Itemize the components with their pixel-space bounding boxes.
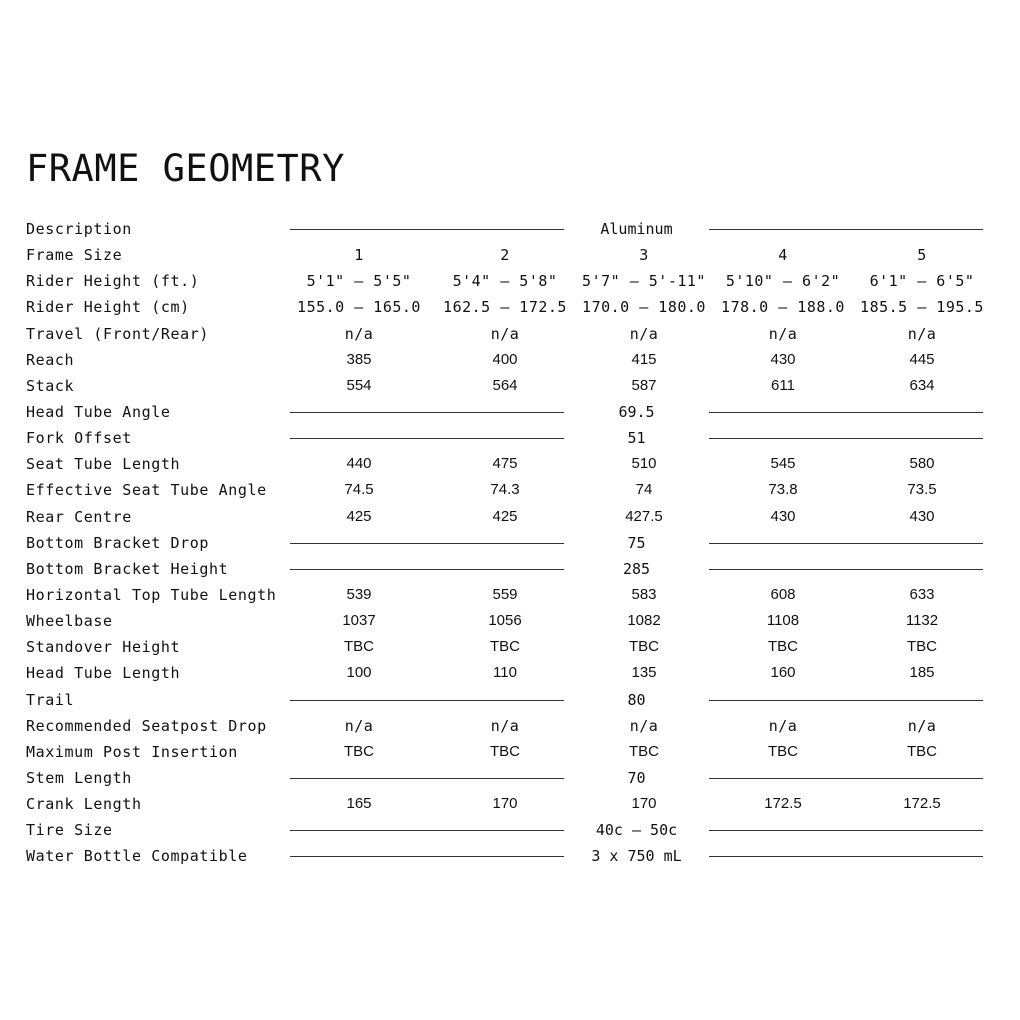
row-label: Bottom Bracket Height xyxy=(26,559,229,578)
cell-size-3: 170 xyxy=(631,795,657,813)
row-label: Trail xyxy=(26,690,75,709)
span-divider-left xyxy=(290,778,564,779)
cell-size-2: 162.5 – 172.5 xyxy=(443,298,567,317)
table-row xyxy=(26,530,986,556)
cell-size-4: TBC xyxy=(768,742,798,760)
row-label: Bottom Bracket Drop xyxy=(26,533,209,552)
cell-size-3: 583 xyxy=(631,585,657,603)
cell-size-2: 2 xyxy=(500,246,510,265)
table-row xyxy=(26,373,986,399)
row-label: Frame Size xyxy=(26,246,123,265)
cell-size-4: 430 xyxy=(770,507,796,525)
row-label: Travel (Front/Rear) xyxy=(26,324,209,343)
cell-size-1: 425 xyxy=(346,507,372,525)
cell-size-1: 385 xyxy=(346,350,372,368)
row-label: Tire Size xyxy=(26,821,113,840)
geometry-table xyxy=(26,216,986,870)
cell-size-1: TBC xyxy=(344,742,374,760)
cell-size-3: 170.0 – 180.0 xyxy=(582,298,706,317)
cell-size-5: 6'1" – 6'5" xyxy=(869,272,975,291)
table-row xyxy=(26,451,986,477)
span-value: 75 xyxy=(627,533,646,552)
cell-size-2: 564 xyxy=(492,376,518,394)
table-row xyxy=(26,608,986,634)
cell-size-5: n/a xyxy=(907,716,937,735)
row-label: Head Tube Length xyxy=(26,664,181,683)
cell-size-5: TBC xyxy=(907,742,937,760)
cell-size-1: 539 xyxy=(346,585,372,603)
cell-size-2: TBC xyxy=(490,742,520,760)
span-divider-left xyxy=(290,438,564,439)
table-row xyxy=(26,242,986,268)
span-divider-right xyxy=(709,229,983,230)
cell-size-2: TBC xyxy=(490,638,520,656)
cell-size-2: 110 xyxy=(493,664,517,682)
row-label: Rider Height (cm) xyxy=(26,298,190,317)
cell-size-5: 5 xyxy=(917,246,927,265)
cell-size-5: 185.5 – 195.5 xyxy=(860,298,984,317)
cell-size-4: n/a xyxy=(768,716,798,735)
span-divider-right xyxy=(709,412,983,413)
span-divider-right xyxy=(709,830,983,831)
cell-size-4: 178.0 – 188.0 xyxy=(721,298,845,317)
row-label: Rear Centre xyxy=(26,507,132,526)
row-label: Horizontal Top Tube Length xyxy=(26,585,277,604)
table-row xyxy=(26,321,986,347)
span-divider-right xyxy=(709,543,983,544)
cell-size-3: 5'7" – 5'-11" xyxy=(582,272,706,291)
cell-size-2: 1056 xyxy=(488,612,522,630)
cell-size-5: 172.5 xyxy=(903,795,941,813)
cell-size-2: n/a xyxy=(490,716,520,735)
cell-size-4: n/a xyxy=(768,324,798,343)
row-label: Maximum Post Insertion xyxy=(26,742,238,761)
cell-size-1: n/a xyxy=(344,716,374,735)
span-divider-left xyxy=(290,856,564,857)
span-value: 80 xyxy=(627,690,646,709)
span-divider-right xyxy=(709,438,983,439)
span-divider-right xyxy=(709,856,983,857)
cell-size-3: 415 xyxy=(631,350,657,368)
row-label: Description xyxy=(26,220,132,238)
span-value: 285 xyxy=(622,559,651,578)
span-divider-left xyxy=(290,229,564,230)
cell-size-2: 170 xyxy=(492,795,518,813)
row-label: Stack xyxy=(26,376,75,395)
row-label: Reach xyxy=(26,350,75,369)
cell-size-3: 587 xyxy=(631,376,657,394)
row-label: Seat Tube Length xyxy=(26,455,181,474)
table-row xyxy=(26,399,986,425)
cell-size-3: 3 xyxy=(639,246,649,265)
span-divider-right xyxy=(709,700,983,701)
cell-size-4: 545 xyxy=(770,455,796,473)
cell-size-4: 5'10" – 6'2" xyxy=(725,272,841,291)
table-row xyxy=(26,268,986,294)
cell-size-5: 633 xyxy=(909,585,935,603)
page-title: FRAME GEOMETRY xyxy=(26,147,345,190)
table-row xyxy=(26,216,986,242)
cell-size-1: 155.0 – 165.0 xyxy=(297,298,421,317)
row-label: Fork Offset xyxy=(26,429,132,448)
row-label: Rider Height (ft.) xyxy=(26,272,200,291)
span-divider-left xyxy=(290,412,564,413)
table-row xyxy=(26,347,986,373)
table-row xyxy=(26,660,986,686)
cell-size-4: 160 xyxy=(770,664,796,682)
cell-size-4: 1108 xyxy=(766,612,800,630)
cell-size-2: 400 xyxy=(492,350,518,368)
cell-size-2: 74.3 xyxy=(490,481,520,499)
row-label: Recommended Seatpost Drop xyxy=(26,716,267,735)
table-row xyxy=(26,477,986,503)
cell-size-4: 73.8 xyxy=(768,481,798,499)
cell-size-4: 172.5 xyxy=(764,795,802,813)
cell-size-3: n/a xyxy=(629,324,659,343)
row-label: Crank Length xyxy=(26,795,142,814)
cell-size-1: n/a xyxy=(344,324,374,343)
cell-size-1: 165 xyxy=(346,795,372,813)
cell-size-3: 1082 xyxy=(627,612,661,630)
table-row xyxy=(26,294,986,320)
span-value: 3 x 750 mL xyxy=(591,847,682,866)
span-value: 40c – 50c xyxy=(595,821,678,840)
cell-size-1: 440 xyxy=(346,455,372,473)
cell-size-5: n/a xyxy=(907,324,937,343)
table-row xyxy=(26,817,986,843)
table-row xyxy=(26,713,986,739)
cell-size-5: 1132 xyxy=(905,612,939,630)
table-row xyxy=(26,556,986,582)
cell-size-1: 5'1" – 5'5" xyxy=(306,272,412,291)
table-row xyxy=(26,425,986,451)
cell-size-4: TBC xyxy=(768,638,798,656)
cell-size-3: 74 xyxy=(635,481,653,499)
table-row xyxy=(26,765,986,791)
row-label: Head Tube Angle xyxy=(26,402,171,421)
cell-size-3: TBC xyxy=(629,742,659,760)
cell-size-1: TBC xyxy=(344,638,374,656)
table-row xyxy=(26,582,986,608)
span-divider-left xyxy=(290,830,564,831)
cell-size-2: 5'4" – 5'8" xyxy=(452,272,558,291)
cell-size-2: 559 xyxy=(492,585,518,603)
cell-size-2: 425 xyxy=(492,507,518,525)
table-row xyxy=(26,843,986,869)
cell-size-1: 1 xyxy=(354,246,364,265)
cell-size-5: 580 xyxy=(909,455,935,473)
cell-size-5: 445 xyxy=(909,350,935,368)
span-value: 51 xyxy=(627,429,646,448)
span-divider-right xyxy=(709,569,983,570)
cell-size-1: 74.5 xyxy=(344,481,374,499)
cell-size-3: TBC xyxy=(629,638,659,656)
row-label: Effective Seat Tube Angle xyxy=(26,481,267,500)
table-row xyxy=(26,634,986,660)
cell-size-5: TBC xyxy=(907,638,937,656)
cell-size-3: 135 xyxy=(631,664,657,682)
span-value: 70 xyxy=(627,768,646,787)
cell-size-3: 510 xyxy=(631,455,657,473)
span-divider-right xyxy=(709,778,983,779)
span-divider-left xyxy=(290,700,564,701)
cell-size-4: 430 xyxy=(770,350,796,368)
cell-size-4: 608 xyxy=(770,585,796,603)
cell-size-2: 475 xyxy=(492,455,518,473)
table-row xyxy=(26,739,986,765)
cell-size-3: n/a xyxy=(629,716,659,735)
cell-size-3: 427.5 xyxy=(625,507,663,525)
cell-size-1: 100 xyxy=(346,664,372,682)
cell-size-5: 185 xyxy=(909,664,935,682)
span-divider-left xyxy=(290,543,564,544)
row-label: Standover Height xyxy=(26,638,181,657)
row-label: Water Bottle Compatible xyxy=(26,847,248,866)
cell-size-1: 554 xyxy=(346,376,372,394)
span-value: 69.5 xyxy=(618,402,655,421)
table-row xyxy=(26,687,986,713)
span-divider-left xyxy=(290,569,564,570)
cell-size-4: 4 xyxy=(778,246,788,265)
cell-size-1: 1037 xyxy=(342,612,376,630)
cell-size-5: 430 xyxy=(909,507,935,525)
cell-size-2: n/a xyxy=(490,324,520,343)
row-label: Stem Length xyxy=(26,768,132,787)
table-row xyxy=(26,504,986,530)
table-row xyxy=(26,791,986,817)
row-label: Wheelbase xyxy=(26,612,113,631)
span-value: Aluminum xyxy=(600,220,673,238)
cell-size-5: 634 xyxy=(909,376,935,394)
cell-size-5: 73.5 xyxy=(907,481,937,499)
cell-size-4: 611 xyxy=(771,376,795,394)
